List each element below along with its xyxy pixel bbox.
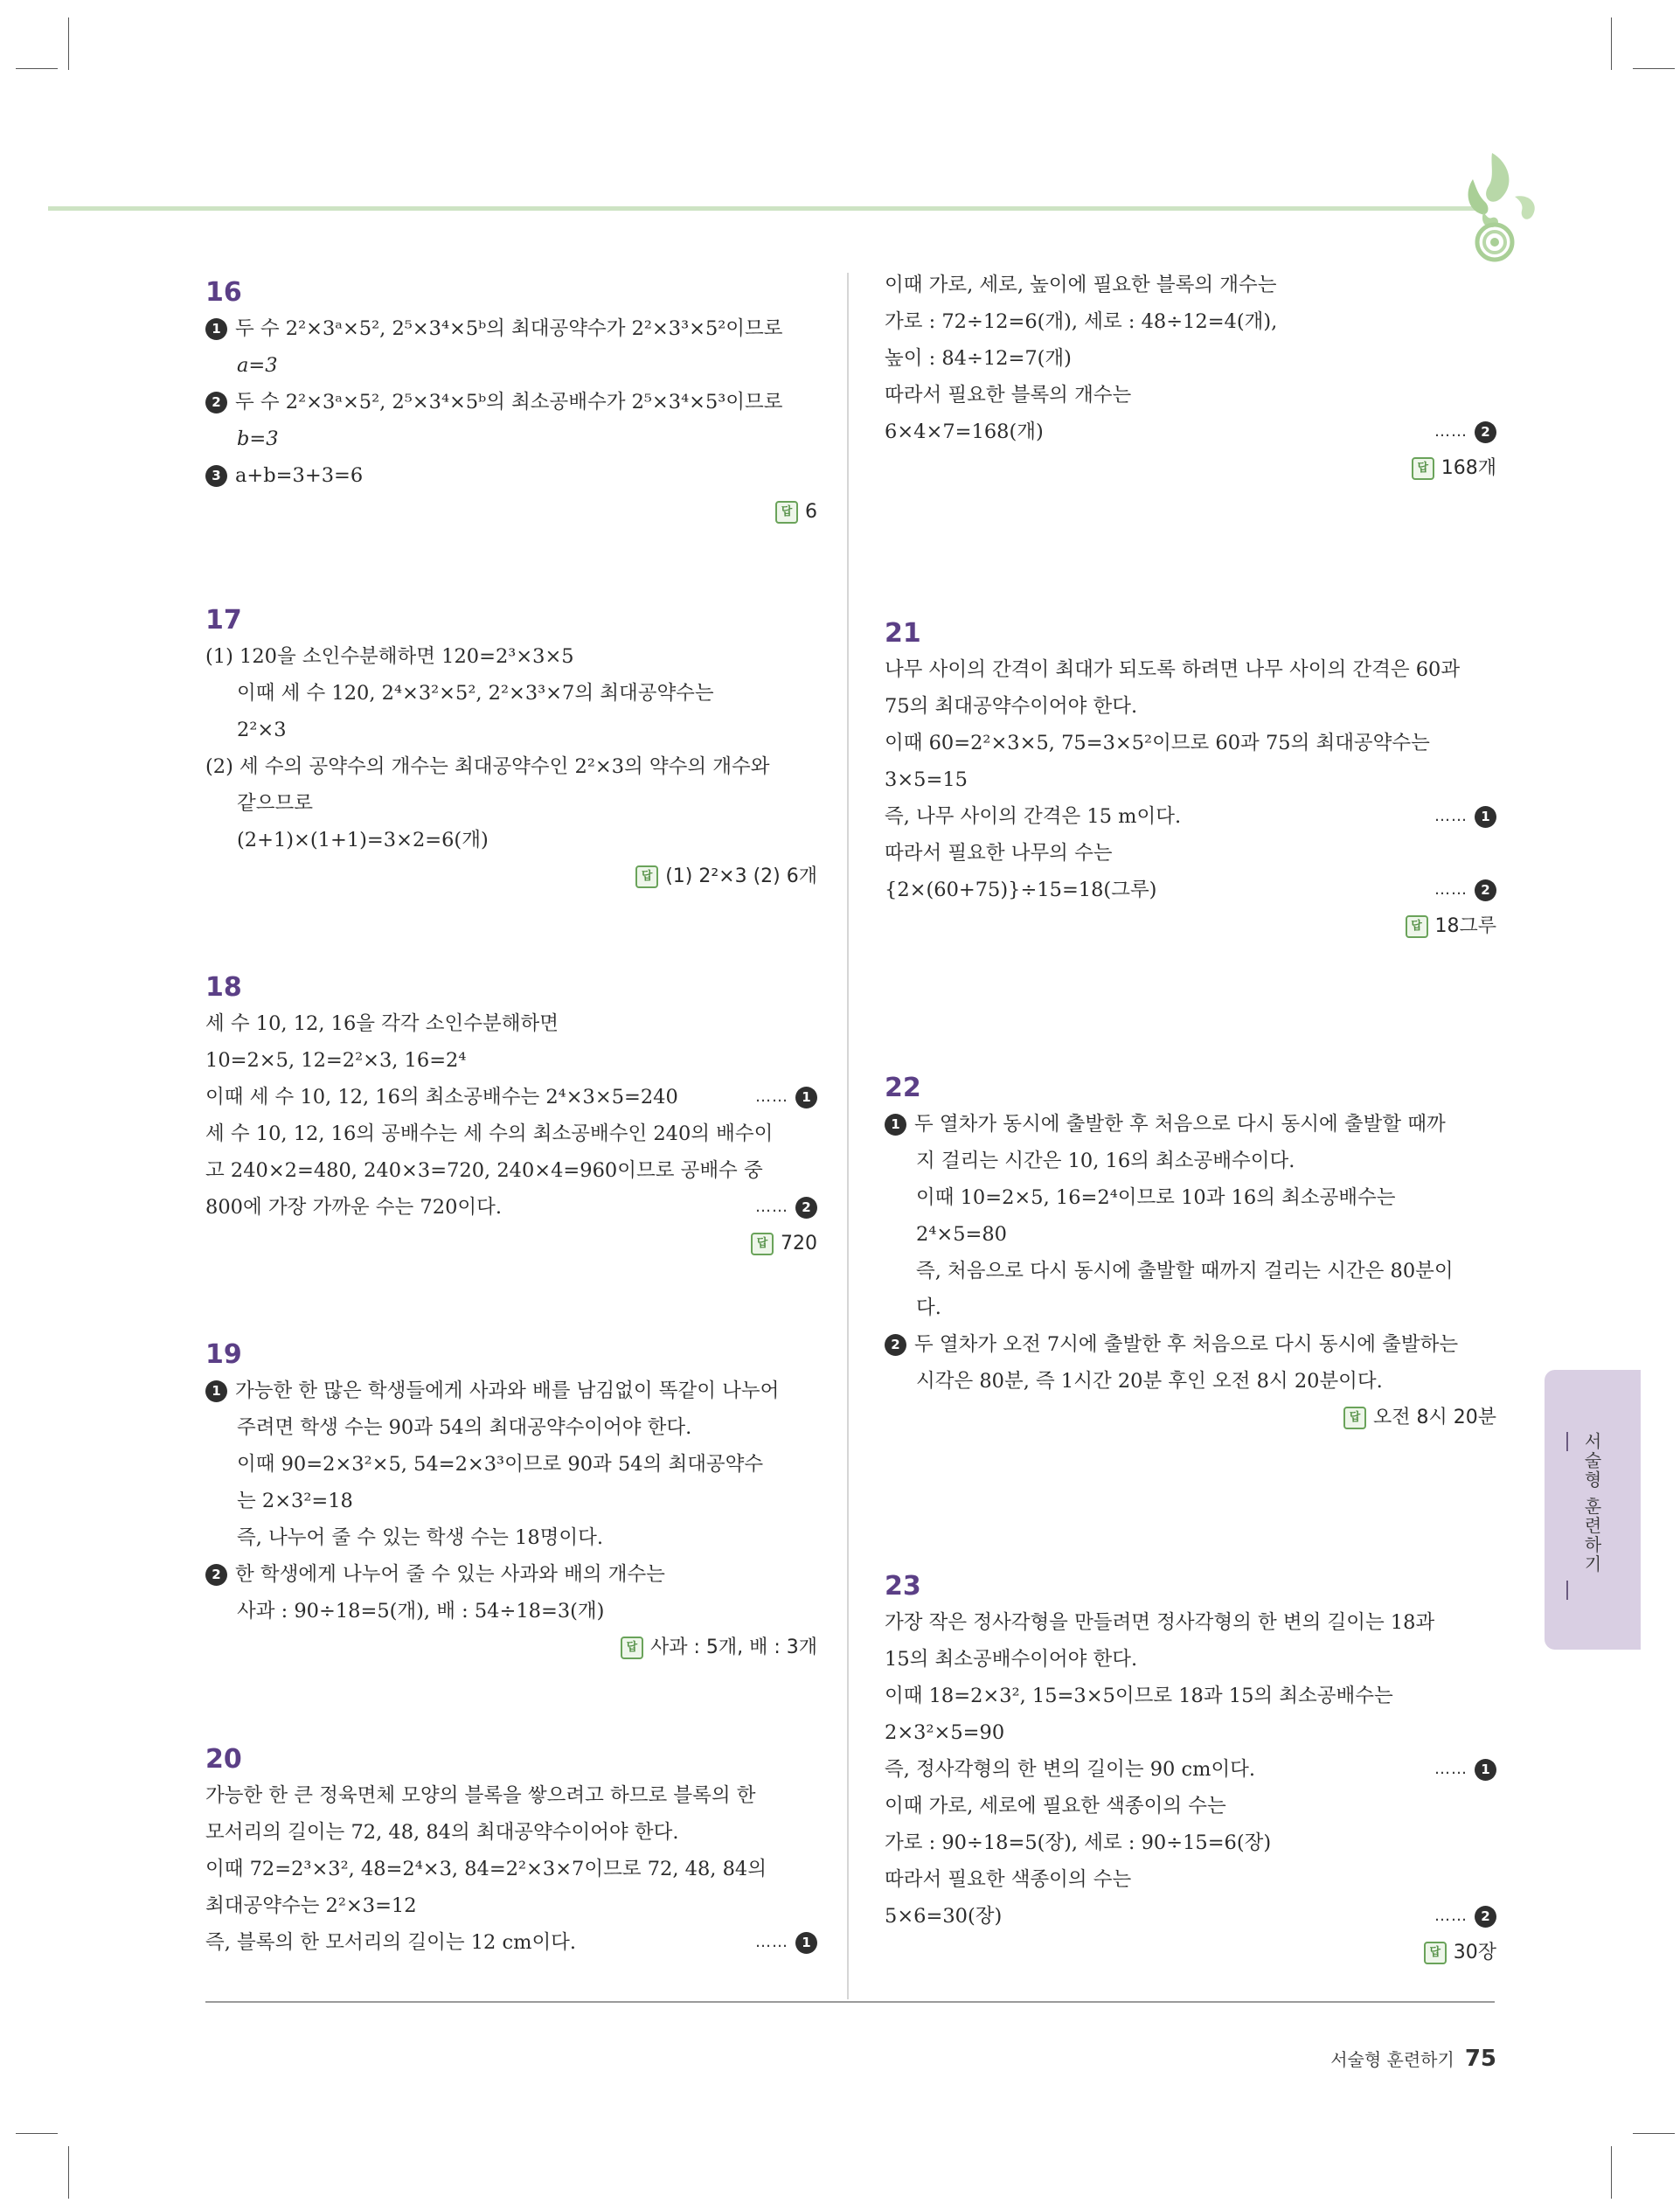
- problem-number: 18: [205, 972, 242, 1003]
- answer-value: 사과 : 5개, 배 : 3개: [649, 1637, 817, 1658]
- dots: ……: [755, 1088, 788, 1106]
- solution-line: [205, 310, 817, 347]
- crop-mark: [68, 17, 69, 70]
- answer-line: [205, 1630, 817, 1666]
- step-ref: [1434, 1751, 1496, 1788]
- answer-line: [885, 1400, 1496, 1436]
- solution-line: 따라서 필요한 색종이의 수는: [885, 1868, 1132, 1891]
- solution-line: [205, 1079, 817, 1115]
- solution-line: 높이 : 84÷12=7(개): [885, 347, 1072, 370]
- answer-line: [205, 1226, 817, 1262]
- line-text: {2×(60+75)}÷15=18(그루): [885, 879, 1157, 901]
- answer-line: [885, 908, 1496, 945]
- answer-badge-icon: 답: [635, 865, 658, 888]
- crop-mark: [1611, 2146, 1612, 2199]
- solution-line: 2²×3: [237, 719, 287, 741]
- line-text: 즉, 나무 사이의 간격은 15 m이다.: [885, 805, 1182, 828]
- step-ref: [1434, 413, 1496, 450]
- solution-line: 10=2×5, 12=2²×3, 16=2⁴: [205, 1049, 467, 1072]
- solution-line: 나무 사이의 간격이 최대가 되도록 하려면 나무 사이의 간격은 60과: [885, 658, 1461, 681]
- solution-line: (2+1)×(1+1)=3×2=6(개): [237, 829, 489, 851]
- step-number-icon: 2: [1475, 1906, 1496, 1928]
- step-ref: [755, 1189, 817, 1226]
- answer-line: [885, 450, 1496, 487]
- solution-line: 세 수 10, 12, 16의 공배수는 세 수의 최소공배수인 240의 배수이: [205, 1122, 774, 1145]
- solution-line: 같으므로: [237, 792, 313, 815]
- answer-badge-icon: 답: [1412, 457, 1434, 480]
- crop-mark: [1633, 68, 1675, 69]
- line-text: 즉, 블록의 한 모서리의 길이는 12 cm이다.: [205, 1931, 577, 1954]
- line-text: 800에 가장 가까운 수는 720이다.: [205, 1196, 503, 1219]
- solution-line: [205, 1373, 817, 1409]
- problem-number: 22: [885, 1073, 921, 1103]
- solution-line: 가로 : 72÷12=6(개), 세로 : 48÷12=4(개),: [885, 310, 1278, 333]
- solution-line: [885, 1898, 1496, 1935]
- solution-line: [205, 384, 817, 420]
- problem-number: 23: [885, 1571, 921, 1602]
- step-ref: [1434, 872, 1496, 908]
- solution-line: 다.: [916, 1296, 941, 1319]
- step-ref: [1434, 798, 1496, 835]
- problem-number: 17: [205, 605, 242, 636]
- line-text: 두 열차가 동시에 출발한 후 처음으로 다시 동시에 출발할 때까: [914, 1113, 1446, 1136]
- problem-16: [205, 275, 817, 531]
- answer-value: 6: [805, 501, 817, 523]
- solution-line: 지 걸리는 시간은 10, 16의 최소공배수이다.: [916, 1150, 1295, 1172]
- solution-line: (2) 세 수의 공약수의 개수는 최대공약수인 2²×3의 약수의 개수와: [205, 755, 770, 778]
- solution-line: 이때 90=2×3²×5, 54=2×3³이므로 90과 54의 최대공약수: [237, 1453, 764, 1476]
- crop-mark: [16, 68, 58, 69]
- answer-badge-icon: 답: [1406, 915, 1428, 938]
- solution-line: 최대공약수는 2²×3=12: [205, 1894, 417, 1917]
- answer-badge-icon: 답: [621, 1637, 643, 1659]
- answer-badge-icon: 답: [751, 1233, 774, 1255]
- solution-line: 이때 가로, 세로에 필요한 색종이의 수는: [885, 1795, 1226, 1817]
- solution-line: a=3: [237, 354, 278, 377]
- step-number-icon: 2: [205, 392, 227, 413]
- solution-line: 사과 : 90÷18=5(개), 배 : 54÷18=3(개): [237, 1600, 605, 1623]
- footer-rule: [205, 2001, 1495, 2003]
- problem-17: [205, 603, 817, 895]
- answer-line: [205, 494, 817, 531]
- line-text: 5×6=30(장): [885, 1905, 1003, 1928]
- solution-line: 3×5=15: [885, 768, 968, 791]
- dots: ……: [755, 1933, 788, 1951]
- solution-line: 고 240×2=480, 240×3=720, 240×4=960이므로 공배수 중: [205, 1159, 763, 1182]
- solution-line: 세 수 10, 12, 16을 각각 소인수분해하면: [205, 1012, 559, 1035]
- leaf-ornament-icon: [1447, 144, 1543, 275]
- answer-badge-icon: 답: [1343, 1407, 1366, 1429]
- solution-line: 는 2×3²=18: [237, 1490, 353, 1512]
- line-text: a+b=3+3=6: [235, 464, 364, 487]
- page-number: 75: [1464, 2046, 1496, 2072]
- line-text: 두 수 2²×3ᵃ×5², 2⁵×3⁴×5ᵇ의 최소공배수가 2⁵×3⁴×5³이므로: [235, 391, 783, 413]
- problem-20: [205, 1742, 817, 1961]
- solution-line: 이때 72=2³×3², 48=2⁴×3, 84=2²×3×7이므로 72, 48, 84의: [205, 1858, 767, 1880]
- problem-number: 20: [205, 1744, 242, 1775]
- solution-line: 75의 최대공약수이어야 한다.: [885, 695, 1138, 718]
- solution-line: 2×3²×5=90: [885, 1721, 1005, 1744]
- answer-value: 30장: [1453, 1942, 1496, 1963]
- solution-line: [205, 1924, 817, 1961]
- answer-value: 168개: [1440, 457, 1496, 479]
- solution-line: [885, 1751, 1496, 1788]
- footer-section-label: 서술형 훈련하기: [1330, 2049, 1454, 2070]
- step-number-icon: 1: [795, 1087, 817, 1108]
- dots: ……: [1434, 880, 1468, 899]
- solution-line: 즉, 처음으로 다시 동시에 출발할 때까지 걸리는 시간은 80분이: [916, 1260, 1454, 1282]
- problem-23: [885, 1569, 1496, 1971]
- solution-line: 2⁴×5=80: [916, 1223, 1007, 1246]
- solution-line: 가능한 한 큰 정육면체 모양의 블록을 쌓으려고 하므로 블록의 한: [205, 1784, 756, 1807]
- problem-number: 16: [205, 277, 242, 308]
- line-text: 두 수 2²×3ᵃ×5², 2⁵×3⁴×5ᵇ의 최대공약수가 2²×3³×5²이므로: [235, 317, 783, 340]
- solution-line: 따라서 필요한 블록의 개수는: [885, 384, 1132, 407]
- line-text: 한 학생에게 나누어 줄 수 있는 사과와 배의 개수는: [235, 1563, 665, 1586]
- answer-value: 720: [781, 1233, 817, 1254]
- answer-value: 오전 8시 20분: [1373, 1407, 1496, 1428]
- answer-line: [205, 858, 817, 895]
- step-number-icon: 1: [795, 1932, 817, 1954]
- answer-value: (1) 2²×3 (2) 6개: [665, 865, 817, 887]
- solution-line: [205, 1189, 817, 1226]
- solution-line: 따라서 필요한 나무의 수는: [885, 842, 1113, 865]
- solution-line: b=3: [237, 427, 279, 450]
- answer-badge-icon: 답: [775, 501, 798, 524]
- tab-bar-bottom: [1566, 1581, 1568, 1600]
- line-text: 이때 세 수 10, 12, 16의 최소공배수는 2⁴×3×5=240: [205, 1086, 678, 1108]
- problem-20-continued: [885, 267, 1496, 487]
- answer-value: 18그루: [1434, 915, 1496, 937]
- header-rule: [48, 206, 1486, 211]
- solution-line: 주려면 학생 수는 90과 54의 최대공약수이어야 한다.: [237, 1416, 692, 1439]
- solution-line: [205, 1556, 817, 1593]
- solution-line: 즉, 나누어 줄 수 있는 학생 수는 18명이다.: [237, 1526, 604, 1549]
- step-ref: [755, 1079, 817, 1115]
- problem-19: [205, 1338, 817, 1666]
- problem-18: [205, 970, 817, 1262]
- line-text: 6×4×7=168(개): [885, 420, 1044, 443]
- column-divider: [847, 273, 849, 1999]
- solution-line: [205, 457, 817, 494]
- crop-mark: [1611, 17, 1612, 70]
- solution-line: 시각은 80분, 즉 1시간 20분 후인 오전 8시 20분이다.: [916, 1370, 1383, 1393]
- step-number-icon: 3: [205, 465, 227, 487]
- solution-line: [885, 1326, 1496, 1363]
- solution-line: (1) 120을 소인수분해하면 120=2³×3×5: [205, 645, 574, 668]
- dots: ……: [1434, 807, 1468, 825]
- crop-mark: [1633, 2133, 1675, 2134]
- line-text: 두 열차가 오전 7시에 출발한 후 처음으로 다시 동시에 출발하는: [914, 1333, 1459, 1356]
- solution-line: [885, 798, 1496, 835]
- step-ref: [1434, 1898, 1496, 1935]
- solution-line: [885, 413, 1496, 450]
- step-number-icon: 1: [205, 318, 227, 340]
- solution-line: 가로 : 90÷18=5(장), 세로 : 90÷15=6(장): [885, 1831, 1272, 1854]
- solution-line: [885, 872, 1496, 908]
- solution-line: 이때 10=2×5, 16=2⁴이므로 10과 16의 최소공배수는: [916, 1186, 1396, 1209]
- crop-mark: [16, 2133, 58, 2134]
- problem-number: 19: [205, 1339, 242, 1370]
- problem-number: 21: [885, 618, 921, 649]
- side-tab-label: 서술형 훈련하기: [1581, 1432, 1602, 1574]
- solution-line: 이때 18=2×3², 15=3×5이므로 18과 15의 최소공배수는: [885, 1685, 1393, 1707]
- line-text: 즉, 정사각형의 한 변의 길이는 90 cm이다.: [885, 1758, 1256, 1781]
- step-number-icon: 1: [1475, 806, 1496, 828]
- step-number-icon: 2: [795, 1197, 817, 1219]
- solution-line: 이때 60=2²×3×5, 75=3×5²이므로 60과 75의 최대공약수는: [885, 732, 1430, 754]
- dots: ……: [1434, 1907, 1468, 1925]
- step-number-icon: 1: [205, 1380, 227, 1402]
- answer-badge-icon: 답: [1424, 1942, 1447, 1964]
- page-footer: [1330, 2046, 1496, 2072]
- solution-line: 이때 가로, 세로, 높이에 필요한 블록의 개수는: [885, 274, 1277, 296]
- step-number-icon: 2: [205, 1564, 227, 1586]
- step-number-icon: 2: [1475, 421, 1496, 443]
- solution-line: 15의 최소공배수이어야 한다.: [885, 1648, 1138, 1671]
- step-number-icon: 2: [1475, 879, 1496, 901]
- tab-bar-top: [1566, 1432, 1568, 1451]
- dots: ……: [1434, 422, 1468, 441]
- dots: ……: [755, 1198, 788, 1216]
- crop-mark: [68, 2146, 69, 2199]
- step-number-icon: 1: [885, 1114, 906, 1136]
- problem-21: [885, 616, 1496, 945]
- line-text: 가능한 한 많은 학생들에게 사과와 배를 남김없이 똑같이 나누어: [235, 1379, 780, 1402]
- dots: ……: [1434, 1760, 1468, 1778]
- solution-line: [885, 1106, 1496, 1143]
- step-number-icon: 1: [1475, 1759, 1496, 1781]
- step-number-icon: 2: [885, 1334, 906, 1356]
- solution-line: 가장 작은 정사각형을 만들려면 정사각형의 한 변의 길이는 18과: [885, 1611, 1435, 1634]
- answer-line: [885, 1935, 1496, 1971]
- solution-line: 모서리의 길이는 72, 48, 84의 최대공약수이어야 한다.: [205, 1821, 679, 1844]
- solution-line: 이때 세 수 120, 2⁴×3²×5², 2²×3³×7의 최대공약수는: [237, 682, 714, 705]
- problem-22: [885, 1071, 1496, 1436]
- step-ref: [755, 1924, 817, 1961]
